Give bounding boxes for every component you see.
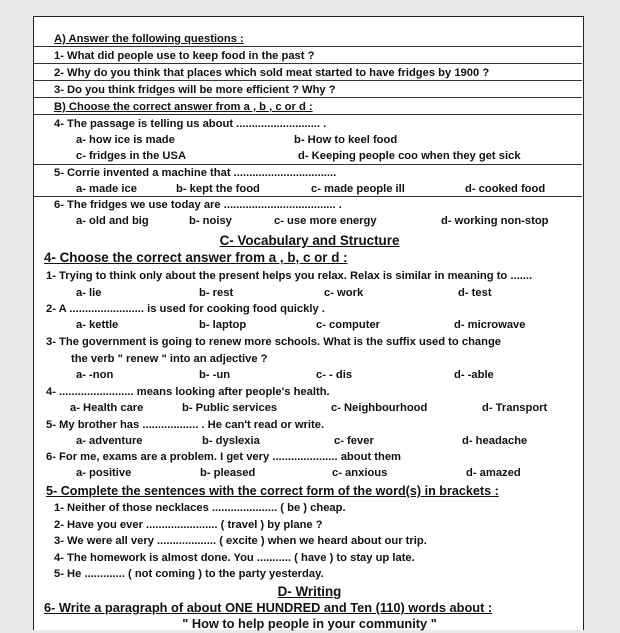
option-c: c- Neighbourhood	[331, 402, 428, 414]
section-a	[34, 31, 585, 47]
option-b: b- pleased	[200, 467, 256, 479]
option-c: c- - dis	[316, 369, 353, 381]
option-c: c- use more energy	[274, 215, 377, 227]
sentence-item: 3- We were all very ................... ( excite ) when we heard about our trip.	[54, 535, 427, 547]
option-a: a- Health care	[70, 402, 144, 414]
option-b: b- rest	[199, 287, 234, 299]
option-c: c- work	[324, 287, 364, 299]
option-a: a- old and big	[76, 215, 149, 227]
option-d: d- Keeping people coo when they get sick	[298, 150, 521, 162]
divider	[34, 114, 582, 115]
option-a: a- lie	[76, 287, 102, 299]
divider	[34, 80, 582, 81]
sentence-item: 4- The homework is almost done. You ........... ( have ) to stay up late.	[54, 552, 415, 564]
option-b: b- How to keel food	[294, 134, 398, 146]
option-a: a- adventure	[76, 435, 143, 447]
question-c1: 1- Trying to think only about the present helps you relax. Relax is similar in meaning to .......	[46, 270, 533, 282]
section-c-heading: 4- Choose the correct answer from a , b, c or d :	[44, 250, 348, 265]
question-a3: 3- Do you think fridges will be more efficient ? Why ?	[54, 84, 336, 96]
sentence-item: 2- Have you ever ....................... ( travel ) by plane ?	[54, 519, 323, 531]
question-c3-cont: the verb " renew " into an adjective ?	[71, 353, 268, 365]
option-d: d- amazed	[466, 467, 521, 479]
option-d: d- headache	[462, 435, 528, 447]
question-b4: 4- The passage is telling us about ........................... .	[54, 118, 327, 130]
sentence-item: 1- Neither of those necklaces ..................... ( be ) cheap.	[54, 502, 346, 514]
section-5-heading: 5- Complete the sentences with the correct form of the word(s) in brackets :	[46, 484, 499, 498]
option-c: c- computer	[316, 319, 381, 331]
option-d: d- cooked food	[465, 183, 546, 195]
sentence-item: 5- He ............. ( not coming ) to the party yesterday.	[54, 568, 324, 580]
writing-topic: " How to help people in your community "	[182, 616, 437, 631]
option-d: d- test	[458, 287, 492, 299]
section-b-heading: B) Choose the correct answer from a , b , c or d :	[54, 101, 313, 113]
option-b: b- -un	[199, 369, 231, 381]
option-b: b- Public services	[182, 402, 278, 414]
option-b: b- kept the food	[176, 183, 260, 195]
question-c6: 6- For me, exams are a problem. I get very ..................... about them	[46, 451, 402, 463]
option-a: a- how ice is made	[76, 134, 175, 146]
question-c2: 2- A ........................ is used for cooking food quickly .	[46, 303, 325, 315]
divider	[34, 97, 582, 98]
question-b6: 6- The fridges we use today are .................................... .	[54, 199, 342, 211]
section-d-title: D- Writing	[277, 584, 342, 599]
option-b: b- dyslexia	[202, 435, 260, 447]
option-d: d- microwave	[454, 319, 526, 331]
divider	[34, 63, 582, 64]
divider	[34, 46, 582, 47]
question-b5: 5- Corrie invented a machine that .................................	[54, 167, 337, 179]
option-a: a- -non	[76, 369, 114, 381]
option-a: a- kettle	[76, 319, 119, 331]
question-c4: 4- ........................ means looking after people's health.	[46, 386, 330, 398]
option-c: c- fridges in the USA	[76, 150, 187, 162]
option-c: c- made people ill	[311, 183, 405, 195]
worksheet	[33, 16, 584, 630]
option-d: d- -able	[454, 369, 494, 381]
option-c: c- anxious	[332, 467, 388, 479]
section-c-title: C- Vocabulary and Structure	[219, 233, 400, 248]
option-c: c- fever	[334, 435, 374, 447]
question-a1: 1- What did people use to keep food in the past ?	[54, 50, 315, 62]
section-d-heading: 6- Write a paragraph of about ONE HUNDRED and Ten (110) words about :	[44, 600, 493, 615]
option-b: b- noisy	[189, 215, 232, 227]
option-a: a- positive	[76, 467, 132, 479]
section-a-heading: A) Answer the following questions :	[54, 33, 244, 45]
option-b: b- laptop	[199, 319, 247, 331]
question-c5: 5- My brother has .................. . He can't read or write.	[46, 419, 325, 431]
option-a: a- made ice	[76, 183, 137, 195]
option-d: d- Transport	[482, 402, 548, 414]
question-c3: 3- The government is going to renew more schools. What is the suffix used to change	[46, 336, 502, 348]
option-d: d- working non-stop	[441, 215, 549, 227]
question-a2: 2- Why do you think that places which sold meat started to have fridges by 1900 ?	[54, 67, 490, 79]
